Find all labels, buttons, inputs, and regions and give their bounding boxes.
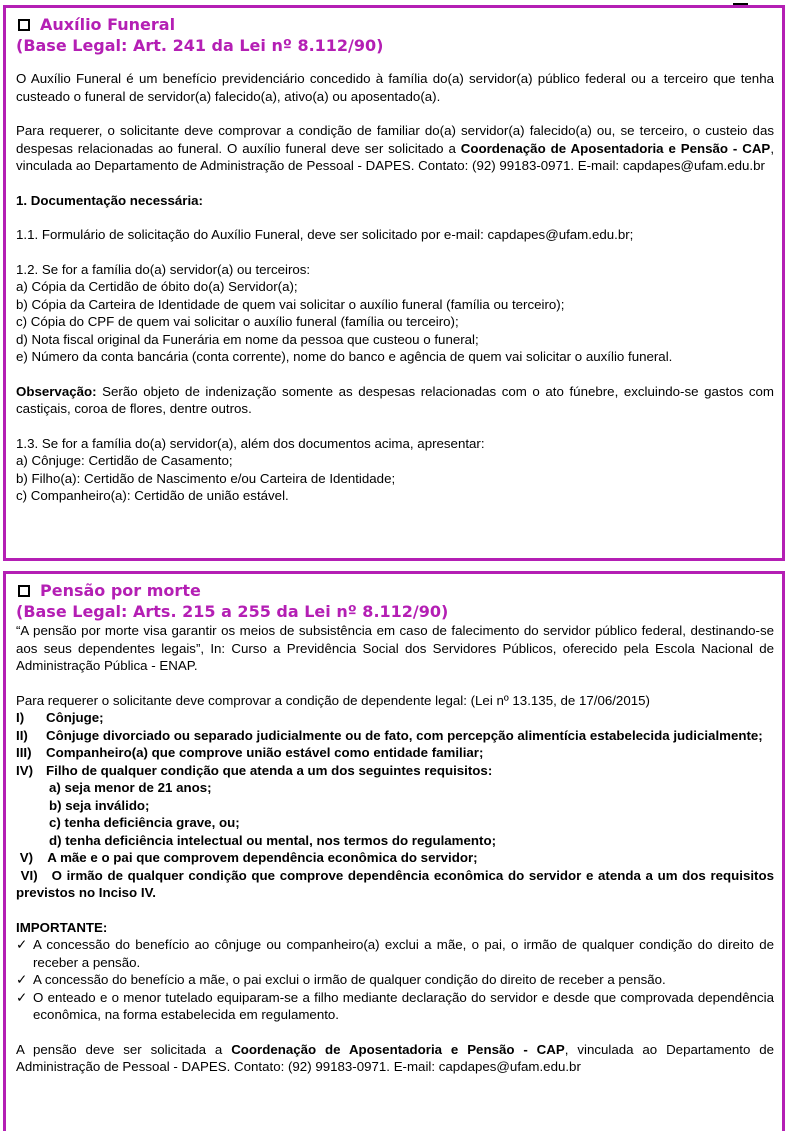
roman-numeral: I) (16, 710, 25, 725)
auxilio-title (16, 14, 774, 35)
list-item (16, 762, 774, 780)
req-text-post: , vinculada ao Departamento de Administração de Pessoal - DAPES. Contato: (92) 99183-0971. E-mail: capdapes@ufam.edu.br (16, 140, 775, 173)
item-1-1: 1.1. Formulário de solicitação do Auxílio Funeral, deve ser solicitado por e-mail: capdapes@ufam.edu.br; (16, 227, 634, 242)
pensao-por-morte-section (3, 571, 785, 1131)
req-text-pre: Para requerer, o solicitante deve comprovar a condição de familiar do(a) servidor(a) falecido(a) ou, se terceiro, o custeio das despesas relacionadas ao funeral. O auxílio funeral deve ser solicitado a (16, 123, 774, 156)
roman-text: Companheiro(a) que comprove união estável como entidade familiar; (46, 745, 484, 760)
important-heading: IMPORTANTE: (16, 919, 108, 935)
sub-item: b) seja inválido; (49, 797, 150, 813)
list-item: c) Cópia do CPF de quem vai solicitar o auxílio funeral (família ou terceiro); (16, 314, 459, 329)
check-item (16, 936, 774, 971)
roman-text: Filho de qualquer condição que atenda a um dos seguintes requisitos: (46, 762, 493, 778)
list-item: c) Companheiro(a): Certidão de união estável. (16, 488, 289, 503)
observation (16, 383, 774, 418)
roman-text: Cônjuge; (46, 710, 104, 725)
auxilio-request-paragraph (16, 122, 774, 175)
list-item: e) Número da conta bancária (conta corrente), nome do banco e agência de quem vai solicitar o auxílio funeral. (16, 349, 673, 364)
pensao-quote: “A pensão por morte visa garantir os meios de subsistência em caso de falecimento do servidor público federal, destinando-se aos seus dependentes legais”, In: Curso a Previdência Social dos Servidores Públicos, oferecido pela Escola Nacional de Administração Pública - ENAP. (16, 623, 774, 673)
checkmark-icon: ✓ (16, 937, 28, 952)
item-1-3: 1.3. Se for a família do(a) servidor(a), além dos documentos acima, apresentar: (16, 435, 485, 451)
checkbox-bullet-icon (18, 585, 30, 597)
observation-text: Serão objeto de indenização somente as despesas relacionadas com o ato fúnebre, excluindo-se gastos com castiçais, coroa de flores, dentre outros. (16, 383, 774, 416)
roman-numeral: IV) (16, 762, 33, 778)
pensao-request: Para requerer o solicitante deve comprovar a condição de dependente legal: (Lei nº 13.135, de 17/06/2015) (16, 692, 650, 708)
auxilio-intro: O Auxílio Funeral é um benefício previdenciário concedido à família do(a) servidor(a) público federal ou a terceiro que tenha custeado o funeral de servidor(a) falecido(a), ativo(a) ou aposentado(a). (16, 71, 774, 104)
auxilio-funeral-section (3, 5, 785, 561)
final-text-bold: Coordenação de Aposentadoria e Pensão - CAP (231, 1041, 565, 1057)
pensao-title (16, 580, 774, 601)
sub-item: d) tenha deficiência intelectual ou mental, nos termos do regulamento; (49, 832, 496, 848)
auxilio-legal-basis: (Base Legal: Art. 241 da Lei nº 8.112/90) (16, 36, 384, 55)
roman-text: Cônjuge divorciado ou separado judicialmente ou de fato, com percepção alimentícia estabelecida judicialmente; (46, 727, 763, 743)
item-1-2: 1.2. Se for a família do(a) servidor(a) ou terceiros: (16, 261, 311, 277)
roman-numeral: III) (16, 745, 32, 760)
check-text: A concessão do benefício a mãe, o pai exclui o irmão de qualquer condição do direito de receber a pensão. (33, 972, 666, 987)
check-item (16, 989, 774, 1024)
observation-label: Observação: (16, 383, 97, 399)
auxilio-title-text: Auxílio Funeral (40, 15, 176, 34)
roman-numeral: II) (16, 727, 28, 743)
final-text-post: , vinculada ao Departamento de Administração de Pessoal - DAPES. Contato: (92) 99183-0971. E-mail: capdapes@ufam.edu.br (16, 1041, 775, 1074)
pensao-title-text: Pensão por morte (40, 581, 201, 600)
final-text-pre: A pensão deve ser solicitada a (16, 1041, 232, 1057)
checkmark-icon: ✓ (16, 989, 28, 1005)
item-vi: VI) O irmão de qualquer condição que comprove dependência econômica do servidor e atenda a um dos requisitos previstos no Inciso IV. (16, 867, 778, 900)
item-v: V) A mãe e o pai que comprovem dependência econômica do servidor; (16, 850, 478, 865)
sub-item: a) seja menor de 21 anos; (49, 780, 212, 795)
sub-item: c) tenha deficiência grave, ou; (49, 815, 240, 830)
check-text: A concessão do benefício ao cônjuge ou companheiro(a) exclui a mãe, o pai, o irmão de qualquer condição do direito de receber a pensão. (33, 937, 774, 970)
checkbox-bullet-icon (18, 19, 30, 31)
list-item (16, 709, 774, 727)
req-text-bold: Coordenação de Aposentadoria e Pensão - CAP (460, 140, 771, 156)
doc-heading: 1. Documentação necessária: (16, 192, 203, 208)
list-item (16, 727, 774, 745)
list-item: b) Cópia da Carteira de Identidade de quem vai solicitar o auxílio funeral (família ou terceiro); (16, 296, 565, 312)
checkmark-icon: ✓ (16, 972, 28, 987)
check-item (16, 971, 774, 989)
check-text: O enteado e o menor tutelado equiparam-se a filho mediante declaração do servidor e desde que comprovada dependência econômica, na forma estabelecida em regulamento. (33, 989, 774, 1022)
pensao-legal-basis: (Base Legal: Arts. 215 a 255 da Lei nº 8.112/90) (16, 602, 449, 621)
list-item: a) Cópia da Certidão de óbito do(a) Servidor(a); (16, 279, 298, 294)
list-item: d) Nota fiscal original da Funerária em nome da pessoa que custeou o funeral; (16, 331, 479, 347)
pensao-final (16, 1041, 774, 1076)
list-item: b) Filho(a): Certidão de Nascimento e/ou Carteira de Identidade; (16, 470, 396, 486)
list-item: a) Cônjuge: Certidão de Casamento; (16, 453, 233, 468)
list-item (16, 744, 774, 762)
